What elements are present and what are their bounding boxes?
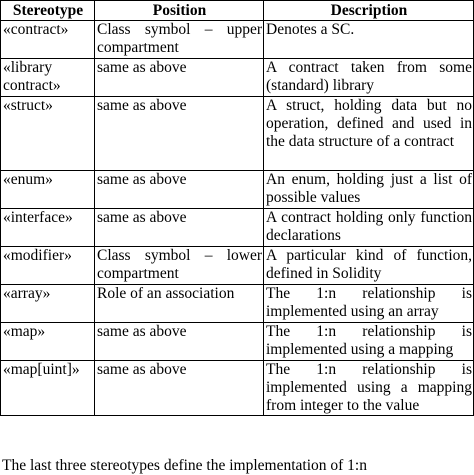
description-cell: An enum, holding just a list of possible values xyxy=(264,171,474,209)
position-cell: same as above xyxy=(95,97,264,171)
stereotype-cell: «contract» xyxy=(1,21,95,59)
description-cell: A particular kind of function, defined in Solidity xyxy=(264,247,474,285)
table-row xyxy=(1,323,474,361)
position-cell: same as above xyxy=(95,171,264,209)
description-cell: The 1:n relationship is implemented using an array xyxy=(264,285,474,323)
table-row xyxy=(1,285,474,323)
table-row xyxy=(1,171,474,209)
header-description: Description xyxy=(264,1,474,21)
position-cell: Class symbol – lower compartment xyxy=(95,247,264,285)
body-text-caption: The last three stereotypes define the implementation of 1:n xyxy=(2,457,367,474)
stereotype-cell: «map» xyxy=(1,323,95,361)
table-row xyxy=(1,59,474,97)
header-position: Position xyxy=(95,1,264,21)
description-cell: The 1:n relationship is implemented using a mapping from integer to the value xyxy=(264,361,474,416)
description-cell: The 1:n relationship is implemented using a mapping xyxy=(264,323,474,361)
description-cell: A contract taken from some (standard) library xyxy=(264,59,474,97)
description-cell: Denotes a SC. xyxy=(264,21,474,59)
position-cell: same as above xyxy=(95,59,264,97)
stereotype-cell: «modifier» xyxy=(1,247,95,285)
stereotype-cell: «array» xyxy=(1,285,95,323)
description-cell: A contract holding only function declarations xyxy=(264,209,474,247)
position-cell: same as above xyxy=(95,323,264,361)
position-cell: Class symbol – upper compartment xyxy=(95,21,264,59)
table-header-row xyxy=(1,1,474,21)
description-cell: A struct, holding data but no operation, defined and used in the data structure of a contract xyxy=(264,97,474,171)
table-row xyxy=(1,97,474,171)
stereotype-cell: «library contract» xyxy=(1,59,95,97)
table-row xyxy=(1,21,474,59)
position-cell: Role of an association xyxy=(95,285,264,323)
table-row xyxy=(1,209,474,247)
stereotype-cell: «struct» xyxy=(1,97,95,171)
position-cell: same as above xyxy=(95,361,264,416)
table-row xyxy=(1,247,474,285)
position-cell: same as above xyxy=(95,209,264,247)
stereotype-cell: «interface» xyxy=(1,209,95,247)
table-row xyxy=(1,361,474,416)
stereotype-cell: «enum» xyxy=(1,171,95,209)
header-stereotype: Stereotype xyxy=(1,1,95,21)
stereotype-cell: «map[uint]» xyxy=(1,361,95,416)
